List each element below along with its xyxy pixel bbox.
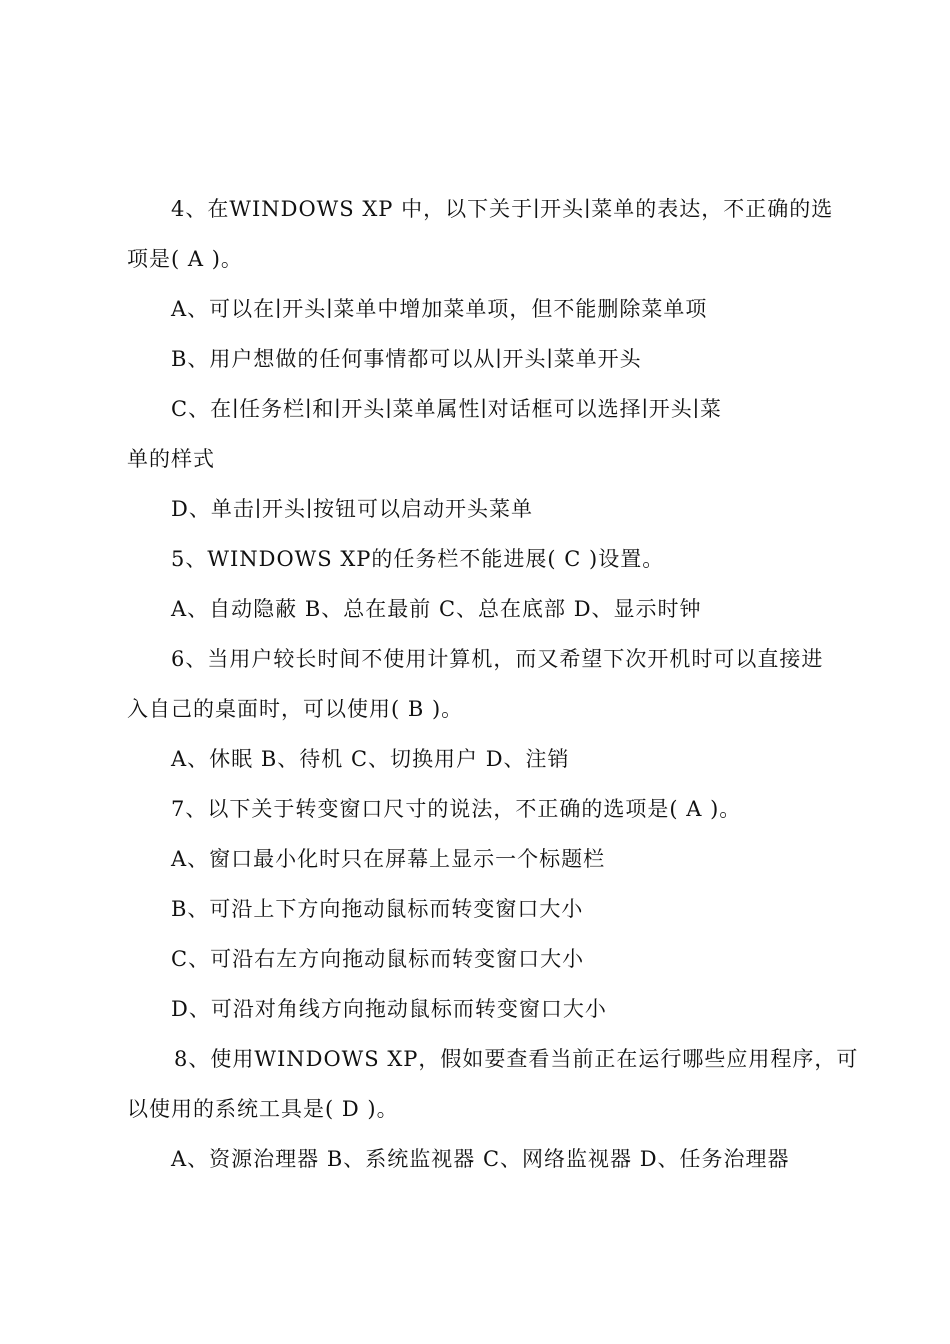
document-body [127,184,859,1184]
question-8-stem-line-2: 以使用的系统工具是( D )。 [127,1097,399,1121]
question-4-option-b: B、用户想做的任何事情都可以从∣开头∣菜单开头 [171,347,642,371]
question-6-stem-line-2: 入自己的桌面时，可以使用( B )。 [127,697,464,721]
question-7-option-d: D、可沿对角线方向拖动鼠标而转变窗口大小 [171,997,607,1021]
question-4-option-a: A、可以在∣开头∣菜单中增加菜单项，但不能删除菜单项 [171,297,708,321]
question-7-option-c: C、可沿右左方向拖动鼠标而转变窗口大小 [171,947,585,971]
question-5-options: A、自动隐蔽 B、总在最前 C、总在底部 D、显示时钟 [171,597,702,621]
question-8-stem-line-1: 8、使用WINDOWS XP，假如要查看当前正在运行哪些应用程序，可 [174,1047,859,1071]
question-7-stem: 7、以下关于转变窗口尺寸的说法，不正确的选项是( A )。 [171,797,742,821]
question-4-option-d: D、单击∣开头∣按钮可以启动开头菜单 [171,497,534,521]
question-4-stem-line-1: 4、在WINDOWS XP 中，以下关于∣开头∣菜单的表达，不正确的选 [171,197,834,221]
question-5-stem: 5、WINDOWS XP的任务栏不能进展( C )设置。 [171,547,665,571]
question-7-option-b: B、可沿上下方向拖动鼠标而转变窗口大小 [171,897,584,921]
question-7-option-a: A、窗口最小化时只在屏幕上显示一个标题栏 [171,847,606,871]
question-4-stem-line-2: 项是( A )。 [127,247,243,271]
question-6-options: A、休眠 B、待机 C、切换用户 D、注销 [171,747,570,771]
question-4-option-c-line-2: 单的样式 [127,447,215,471]
question-6-stem-line-1: 6、当用户较长时间不使用计算机，而又希望下次开机时可以直接进 [171,647,824,671]
question-8-options: A、资源治理器 B、系统监视器 C、网络监视器 D、任务治理器 [171,1147,790,1171]
question-4-option-c-line-1: C、在∣任务栏∣和∣开头∣菜单属性∣对话框可以选择∣开头∣菜 [171,397,722,421]
